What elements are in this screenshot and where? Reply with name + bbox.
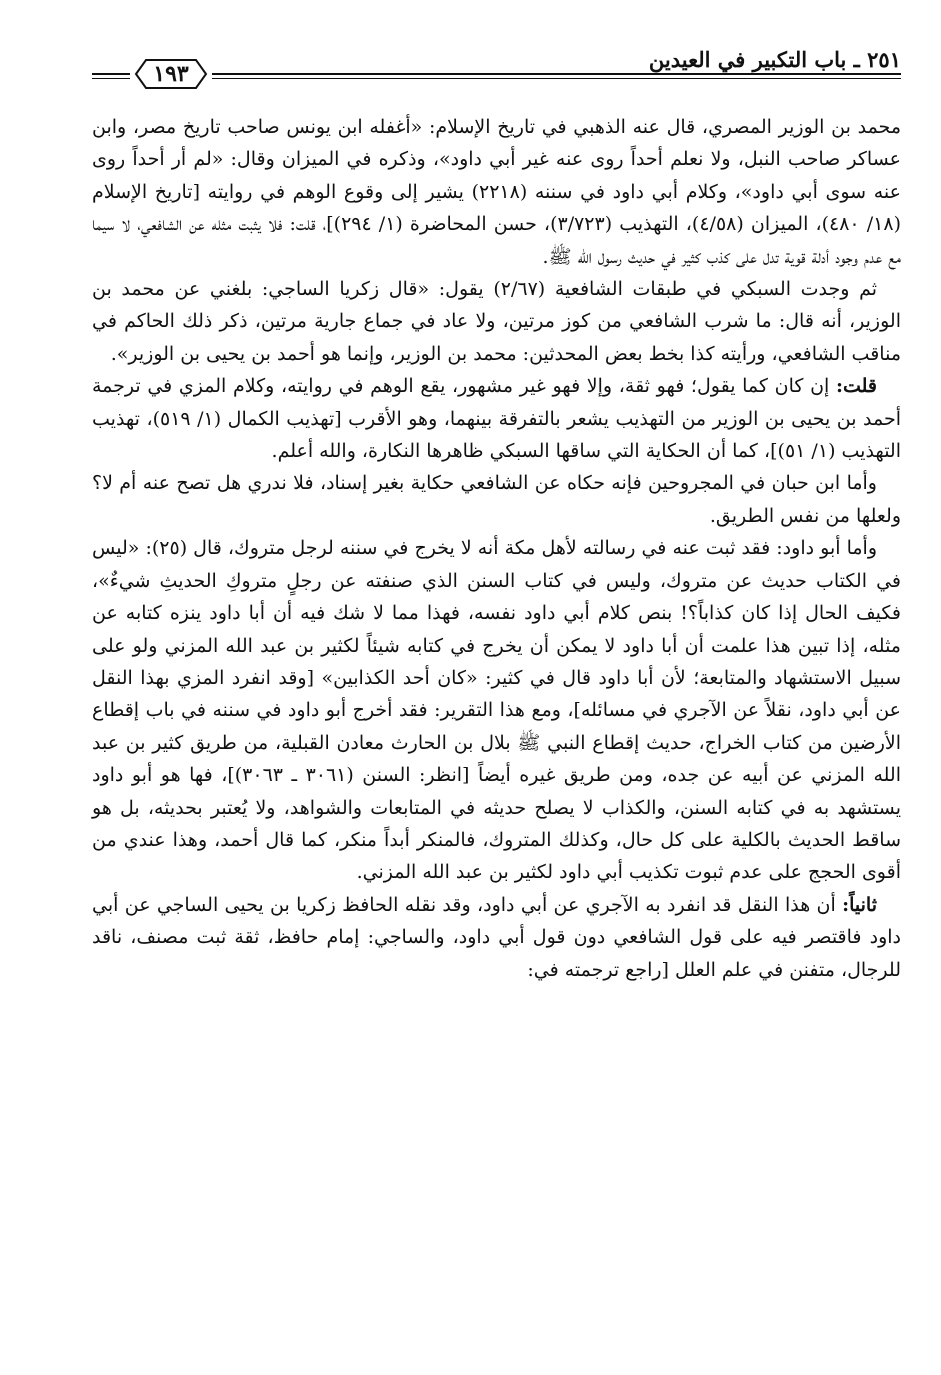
paragraph: محمد بن الوزير المصري، قال عنه الذهبي في تاريخ الإسلام: «أغفله ابن يونس صاحب تاريخ مصر، وابن عساكر صاحب النبل، ولا نعلم أحداً روى عنه غير أبي داود»، وذكره في الميزان وقال: «لم أر أحداً روى عنه سوى أبي داود»، وكلام أبي داود في سننه (٢٢١٨) يشير إلى وقوع الوهم في روايته [تاريخ الإسلام (١٨/ ٤٨٠)، الميزان (٤/٥٨)، التهذيب (٣/٧٢٣)، حسن المحاضرة (١/ ٢٩٤)]، قلت: فلا يثبت مثله عن الشافعي، لا سيما مع عدم وجود أدلة قوية تدل على كذب كثير في حديث رسول الله ﷺ. — [92, 116, 902, 268]
paragraph: ثم وجدت السبكي في طبقات الشافعية (٢/٦٧) يقول: «قال زكريا الساجي: بلغني عن محمد بن الوزير، أنه قال: ما شرب الشافعي من كوز مرتين، ولا عاد في جماع جارية مرتين، ذكر ذلك الحاكم في مناقب الشافعي، ورأيته كذا بخط بعض المحدثين: محمد بن الوزير، وإنما هو أحمد بن يحيى بن الوزير». — [92, 278, 901, 365]
page-number-badge — [132, 56, 210, 92]
page-number: ١٩٣ — [153, 61, 189, 87]
header-rule — [212, 78, 901, 79]
header-rule-left — [92, 78, 130, 79]
paragraph-text: أن هذا النقل قد انفرد به الآجري عن أبي داود، وقد نقله الحافظ زكريا بن يحيى الساجي عن أبي داود فاقتصر فيه على قول الشافعي دون قول أبي داود، والساجي: إمام حافظ، ثقة ثبت مصنف، ناقد للرجال، متفنن في علم العلل [راجع ترجمته في: — [92, 893, 901, 981]
paragraph: وأما أبو داود: فقد ثبت عنه في رسالته لأهل مكة أنه لا يخرج في سننه لرجل متروك، قال (٢٥): «ليس في الكتاب حديث عن متروك، وليس في كتاب السنن الذي صنفته عن رجلٍ متروكِ الحديثِ شيءٌ»، فكيف الحال إذا كان كذاباً؟! بنص كلام أبي داود نفسه، فهذا مما لا شك فيه أن أبا داود ينزه كتابه عن مثله، إذا تبين هذا علمت أن أبا داود لا يمكن أن يخرج في كتابه شيئاً لكثير بن عبد الله المزني ولو على سبيل الاستشهاد والمتابعة؛ لأن أبا داود قال في كثير: «كان أحد الكذابين» [وقد انفرد المزي بهذا النقل عن أبي داود، نقلاً عن الآجري في مسائله]، ومع هذا التقرير: فقد أخرج أبو داود في سننه في باب إقطاع الأرضين من كتاب الخراج، حديث إقطاع النبي ﷺ بلال بن الحارث معادن القبلية، من طريق كثير بن عبد الله المزني عن أبيه عن جده، ومن طريق غيره أيضاً [انظر: السنن (٣٠٦١ ـ ٣٠٦٣)]، فها هو أبو داود يستشهد به في كتابه السنن، والكذاب لا يصلح حديثه في المتابعات والشواهد، ولا يُعتبر بحديثه، بل هو ساقط الحديث بالكلية على كل حال، وكذلك المتروك، فالمنكر أبداً منكر، كما قال أحمد، وهذا عندي من أقوى الحجج على عدم ثبوت تكذيب أبي داود لكثير بن عبد الله المزني. — [92, 537, 901, 884]
paragraph — [92, 889, 901, 986]
page-header — [92, 44, 901, 90]
chapter-title: ٢٥١ ـ باب التكبير في العيدين — [648, 47, 901, 72]
paragraph — [92, 370, 901, 467]
header-rule — [212, 73, 901, 75]
paragraph: وأما ابن حبان في المجروحين فإنه حكاه عن الشافعي حكاية بغير إسناد، فلا ندري هل تصح عنه أم لا؟ ولعلها من نفس الطريق. — [92, 472, 901, 527]
paragraph-text: إن كان كما يقول؛ فهو ثقة، وإلا فهو غير مشهور، يقع الوهم في روايته، وكلام المزي في ترجمة أحمد بن يحيى بن الوزير من التهذيب يشعر بالتفرقة بينهما، وهو الأقرب [تهذيب الكمال (١/ ٥١٩)، تهذيب التهذيب (١/ ٥١)]، كما أن الحكاية التي ساقها السبكي ظاهرها النكارة، والله أعلم. — [92, 375, 901, 463]
header-rule-left — [92, 73, 130, 75]
paragraph-lead: قلت: — [835, 375, 877, 398]
page-body — [92, 111, 901, 986]
paragraph-lead: ثانياً: — [842, 893, 877, 916]
